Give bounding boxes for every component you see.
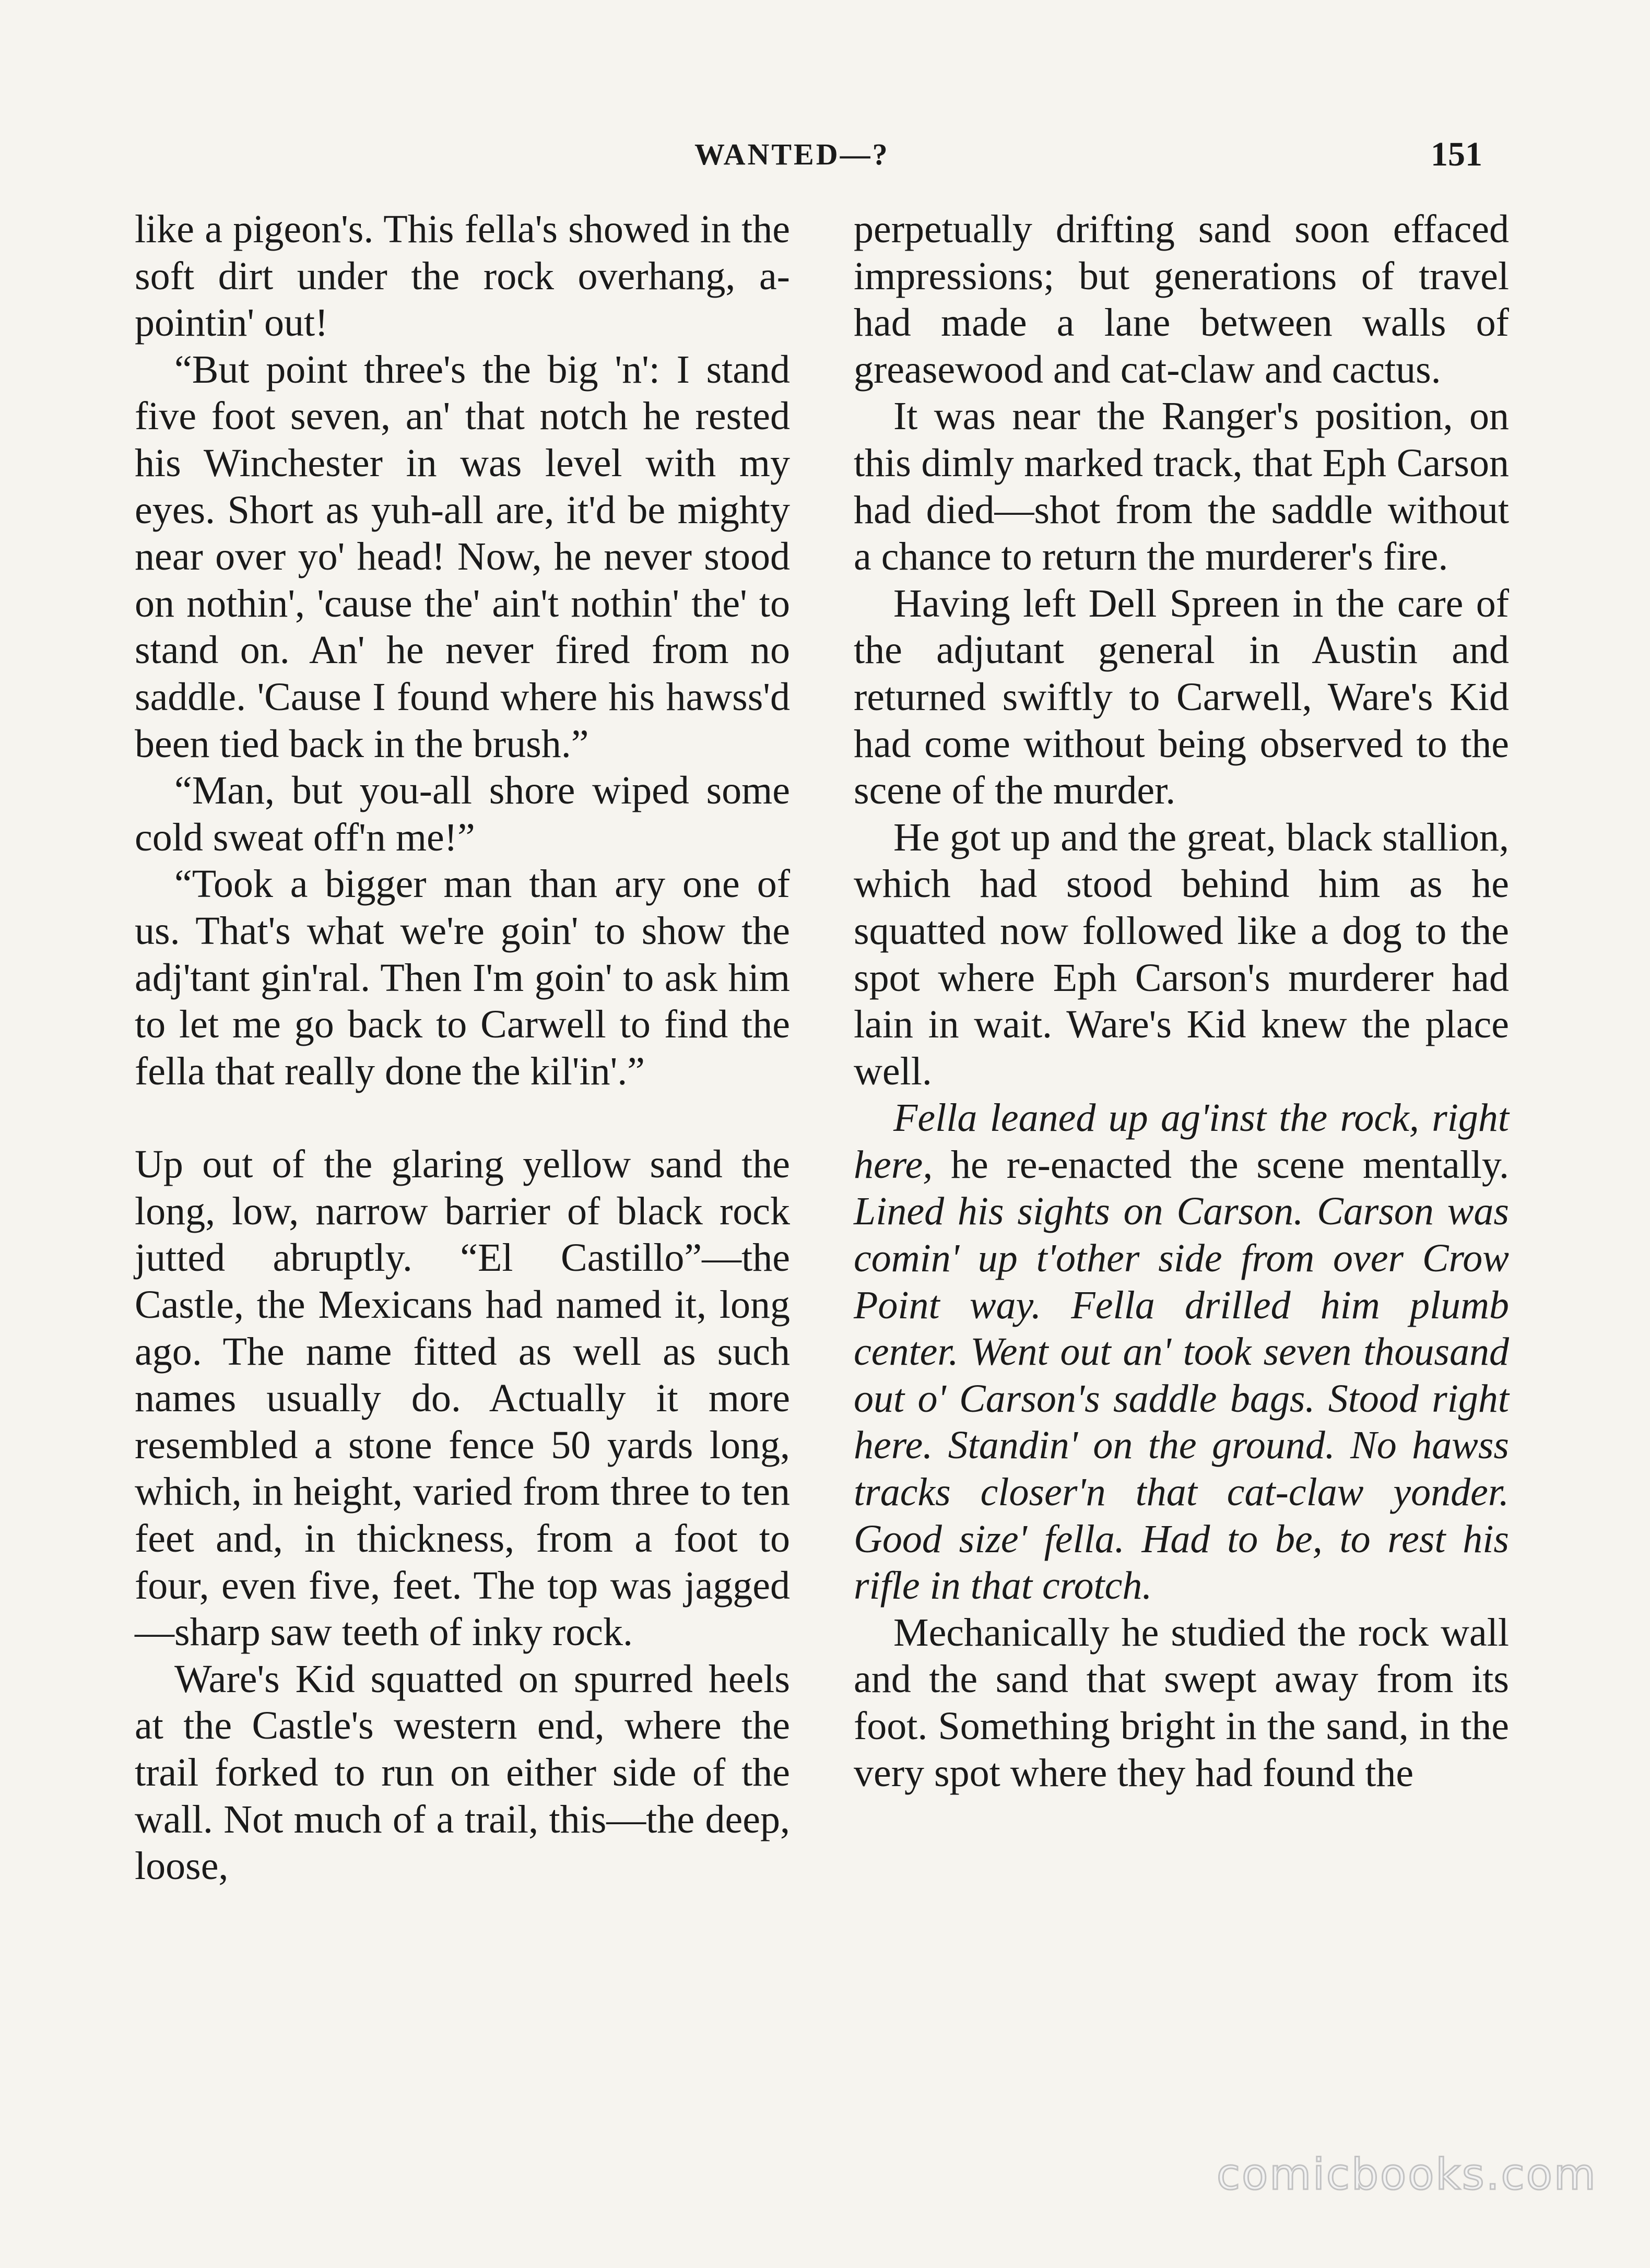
right-column (854, 206, 1509, 1797)
narration: he re-enacted the scene mentally. (933, 1142, 1509, 1187)
paragraph: Ware's Kid squatted on spurred heels at the Castle's western end, where the trail forked to run on either side of the wall. Not much of a trail, this—the deep, loose, (135, 1657, 790, 1888)
paragraph: Mechanically he studied the rock wall and the sand that swept away from its foot. Something bright in the sand, in the very spot where they had found the (854, 1610, 1509, 1795)
page-number: 151 (1431, 135, 1482, 173)
running-header-title: WANTED—? (694, 137, 890, 171)
paragraph: like a pigeon's. This fella's showed in the soft dirt under the rock overhang, a-pointin' out! (135, 207, 790, 345)
site-watermark: comicbooks.com (1217, 2150, 1597, 2200)
section-opening-paragraph: Up out of the glaring yellow sand the long, low, narrow barrier of black rock jutted abruptly. “El Castillo”—the Castle, the Mexicans had named it, long ago. The name fitted as well as such names usually do. Actually it more resembled a stone fence 50 yards long, which, in height, varied from three to ten feet and, in thickness, from a foot to four, even five, feet. The top was jagged—sharp saw teeth of inky rock. (135, 1142, 790, 1655)
italic-thought: Lined his sights on Carson. Carson was comin' up t'other side from over Crow Point way. Fella drilled him plumb center. Went out an' took seven thousand out o' Carson's saddle bags. Stood right here. Standin' on the ground. No hawss tracks closer'n that cat-claw yonder. Good size' fella. Had to be, to rest his rifle in that crotch. (854, 1189, 1509, 1608)
inner-thought-paragraph (854, 1095, 1509, 1610)
paragraph: “But point three's the big 'n': I stand five foot seven, an' that notch he rested his Winchester in was level with my eyes. Short as yuh-all are, it'd be mighty near over yo' head! Now, he never stood on nothin', 'cause the' ain't nothin' the' to stand on. An' he never fired from no saddle. 'Cause I found where his hawss'd been tied back in the brush.” (135, 347, 790, 766)
paragraph: “Took a bigger man than ary one of us. That's what we're goin' to show the adj'tant gin'ral. Then I'm goin' to ask him to let me go back to Carwell to find the fella that really done the kil'in'.” (135, 862, 790, 1093)
italic-thought: Fella leaned up ag'inst the rock, right here, (854, 1096, 1509, 1187)
paragraph: “Man, but you-all shore wiped some cold sweat off'n me!” (135, 769, 790, 859)
left-column (135, 206, 790, 1890)
paragraph: It was near the Ranger's position, on this dimly marked track, that Eph Carson had died—shot from the saddle without a chance to return the murderer's fire. (854, 394, 1509, 579)
paragraph: Having left Dell Spreen in the care of the adjutant general in Austin and returned swiftly to Carwell, Ware's Kid had come without being observed to the scene of the murder. (854, 581, 1509, 813)
paragraph: perpetually drifting sand soon effaced impressions; but generations of travel had made a lane between walls of greasewood and cat-claw and cactus. (854, 207, 1509, 392)
paragraph: He got up and the great, black stallion, which had stood behind him as he squatted now followed like a dog to the spot where Eph Carson's murderer had lain in wait. Ware's Kid knew the place well. (854, 815, 1509, 1093)
